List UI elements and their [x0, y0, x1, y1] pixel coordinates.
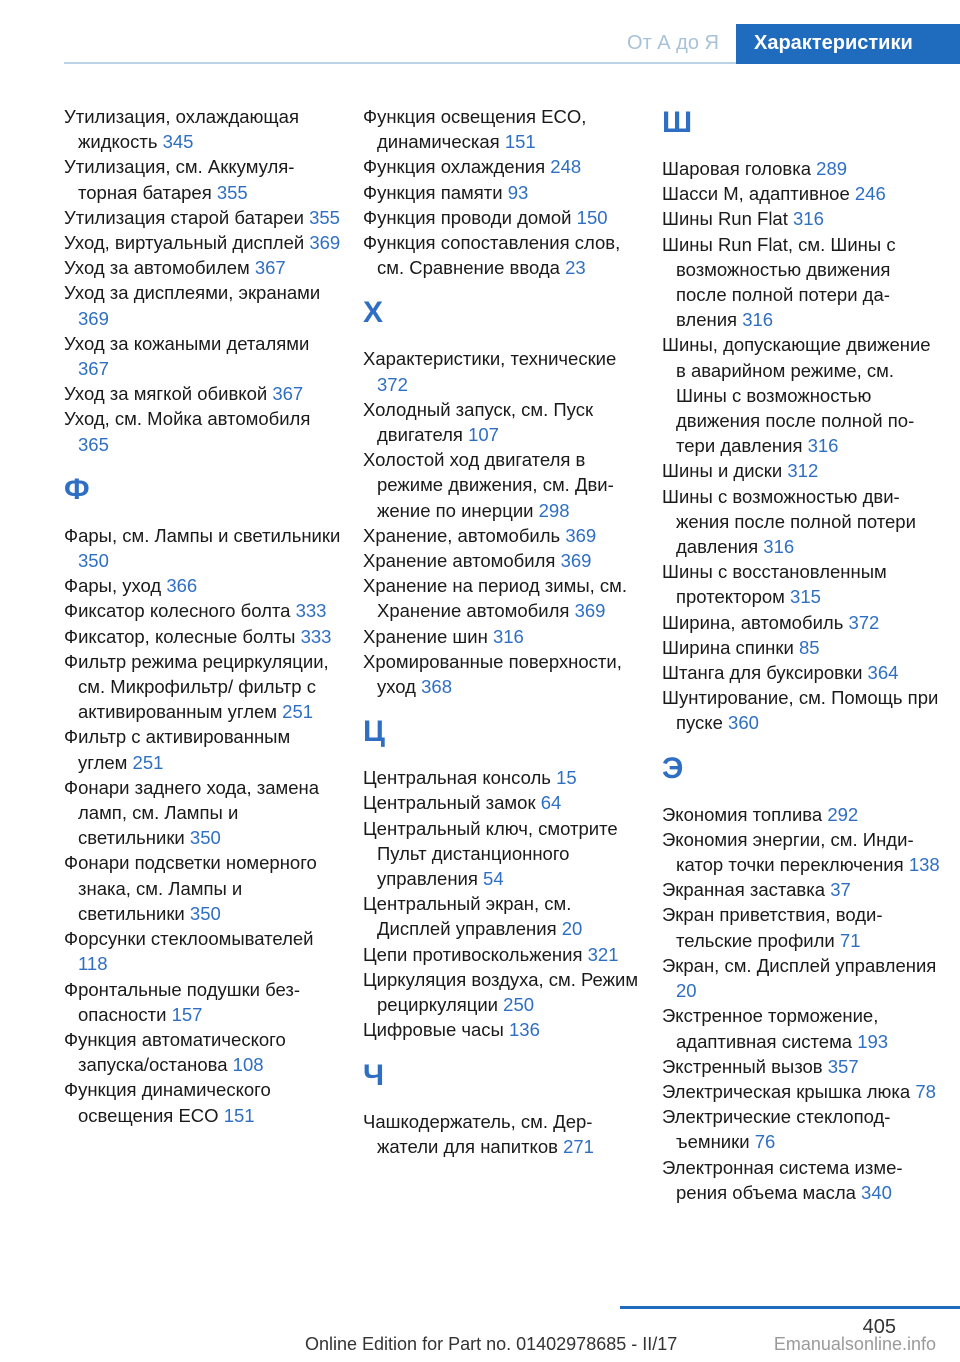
index-entry — [363, 765, 643, 790]
entry-term: Экран, см. Дисплей управления — [662, 954, 937, 976]
entry-term: Функция памяти — [363, 181, 503, 203]
index-entry — [662, 181, 942, 206]
page-reference-link[interactable]: 350 — [78, 550, 109, 572]
index-entry — [64, 1027, 344, 1077]
index-entry — [363, 1109, 643, 1159]
entry-term: Фильтр режима рециркуляции, см. Микрофильтр/ фильтр с активированным углем — [64, 650, 329, 723]
entry-term: Холостой ход двигателя в режиме движения, см. Движение по инерции — [363, 449, 614, 521]
index-entry — [662, 802, 942, 827]
page-reference-link[interactable]: 250 — [503, 994, 535, 1016]
page-reference-link[interactable]: 138 — [908, 854, 940, 876]
page-reference-link[interactable]: 369 — [309, 232, 341, 254]
page-reference-link[interactable]: 157 — [171, 1003, 203, 1025]
index-entry — [64, 331, 344, 381]
entry-term: Центральный экран, см. Дисплей управления — [363, 893, 572, 940]
page-reference-link[interactable]: 93 — [507, 181, 529, 203]
page-reference-link[interactable]: 151 — [223, 1104, 255, 1126]
index-letter-heading: Ф — [64, 472, 90, 506]
page-reference-link[interactable]: 369 — [560, 550, 592, 572]
entry-term: Хранение шин — [363, 625, 488, 647]
entry-term: Фиксатор, колесные болты — [64, 625, 296, 647]
index-entry — [64, 850, 344, 926]
page-reference-link[interactable]: 76 — [754, 1131, 776, 1153]
page-reference-link[interactable]: 289 — [816, 158, 848, 179]
entry-term: Уход за дисплеями, экранами — [64, 282, 321, 304]
entry-term: Уход за мягкой обивкой — [64, 383, 268, 405]
entry-term: Электронная система измерения объема масла — [662, 1156, 903, 1203]
entry-term: Фиксатор колесного болта — [64, 600, 291, 622]
entry-term: Форсунки стеклоомывателей — [64, 928, 314, 950]
page-reference-link[interactable]: 367 — [254, 257, 286, 279]
page-reference-link[interactable]: 20 — [676, 980, 697, 1002]
entry-term: Экран приветствия, водительские профили — [662, 904, 883, 951]
page-reference-link[interactable]: 71 — [839, 929, 861, 951]
index-letter-heading: Ч — [363, 1058, 385, 1092]
index-entry — [662, 827, 942, 877]
entry-term: Холодный запуск, см. Пуск двигателя — [363, 398, 594, 446]
page-reference-link[interactable]: 321 — [587, 943, 619, 965]
active-tab[interactable]: Характеристики — [736, 24, 960, 64]
entry-term: Хранение автомобиля — [363, 550, 556, 572]
page-reference-link[interactable]: 54 — [483, 868, 504, 890]
page-reference-link[interactable]: 108 — [232, 1054, 264, 1076]
entry-term: Ширина спинки — [662, 636, 794, 658]
entry-term: Хранение на период зимы, см. Хранение автомобиля — [363, 575, 628, 622]
page-reference-link[interactable]: 64 — [540, 792, 562, 814]
index-entry — [662, 156, 942, 181]
entry-term: Шины с возможностью движения после полной потери давления — [662, 485, 916, 558]
index-entry — [64, 724, 344, 774]
index-entry — [64, 230, 344, 255]
entry-term: Шины с восстановленным протектором — [662, 561, 887, 608]
index-entry — [363, 624, 643, 649]
entry-term: Чашкодержатель, см. Держатели для напитков — [363, 1110, 593, 1157]
index-entry — [662, 206, 942, 231]
watermark: Emanualsonline.info — [773, 1334, 936, 1354]
page-reference-link[interactable]: 251 — [132, 751, 164, 773]
entry-term: Циркуляция воздуха, см. Режим рециркуляции — [363, 968, 639, 1016]
page-reference-link[interactable]: 150 — [576, 206, 608, 228]
index-entry — [662, 484, 942, 560]
entry-term: Шаровая головка — [662, 158, 812, 179]
index-entry — [363, 790, 643, 815]
page-reference-link[interactable]: 345 — [162, 131, 194, 153]
page-reference-link[interactable]: 367 — [272, 383, 304, 405]
section-tab[interactable]: От А до Я — [627, 32, 719, 54]
entry-term: Уход, см. Мойка автомобиля — [64, 408, 311, 430]
page-reference-link[interactable]: 364 — [867, 662, 899, 684]
entry-term: Центральная консоль — [363, 767, 551, 789]
page-reference-link[interactable]: 193 — [857, 1030, 889, 1052]
page-reference-link[interactable]: 340 — [861, 1181, 892, 1203]
entry-term: Шины, допускающие движение в аварийном режиме, см. Шины с возможностью движения после полной потери давления — [662, 334, 931, 457]
entry-term: Функция охлаждения — [363, 156, 546, 178]
page-reference-link[interactable]: 372 — [377, 373, 408, 395]
page-reference-link[interactable]: 85 — [798, 636, 820, 658]
index-entry — [64, 280, 344, 330]
entry-term: Фронтальные подушки безопасности — [64, 978, 301, 1025]
entry-term: Цепи противоскольжения — [363, 943, 583, 965]
entry-term: Уход, виртуальный дисплей — [64, 232, 305, 254]
entry-term: Шины Run Flat, см. Шины с возможностью движения после полной потери давления — [662, 233, 896, 331]
page-reference-link[interactable]: 366 — [166, 575, 198, 597]
entry-term: Функция динамического освещения ECO — [64, 1079, 271, 1126]
entry-term: Экономия топлива — [662, 803, 823, 825]
index-entry — [363, 891, 643, 941]
index-entry — [662, 559, 942, 609]
entry-term: Фильтр с активированным углем — [64, 726, 291, 773]
page-reference-link[interactable]: 246 — [854, 183, 886, 205]
entry-term: Центральный замок — [363, 792, 536, 814]
index-entry — [662, 332, 942, 458]
entry-term: Центральный ключ, смотрите Пульт дистанционного управления — [363, 817, 618, 890]
page-reference-link[interactable]: 312 — [787, 460, 819, 482]
page-reference-link[interactable]: 316 — [492, 625, 524, 647]
page-reference-link[interactable]: 350 — [189, 902, 221, 924]
page-reference-link[interactable]: 365 — [78, 433, 109, 455]
index-entry — [363, 154, 643, 179]
entry-term: Электрическая крышка люка — [662, 1080, 911, 1102]
index-entry — [64, 406, 344, 456]
index-entry — [363, 1017, 643, 1042]
entry-term: Цифровые часы — [363, 1019, 504, 1041]
entry-term: Утилизация, см. Аккумуляторная батарея — [64, 156, 295, 203]
page-reference-link[interactable]: 367 — [78, 358, 109, 380]
index-entry — [363, 180, 643, 205]
page-reference-link[interactable]: 298 — [538, 499, 570, 521]
index-entry — [662, 877, 942, 902]
entry-term: Шины и диски — [662, 460, 783, 482]
page-reference-link[interactable]: 151 — [504, 131, 536, 153]
index-entry — [363, 548, 643, 573]
entry-term: Функция освещения ECO, динамическая — [363, 106, 587, 153]
index-entry — [662, 1155, 942, 1205]
page-reference-link[interactable]: 15 — [556, 767, 577, 789]
index-entry — [662, 660, 942, 685]
entry-term: Функция сопоставления слов, см. Сравнение ввода — [363, 232, 621, 279]
page-reference-link[interactable]: 333 — [300, 625, 332, 647]
page-reference-link[interactable]: 369 — [78, 307, 109, 329]
entry-term: Фонари заднего хода, замена ламп, см. Лампы и светильники — [64, 776, 320, 849]
index-entry — [662, 902, 942, 952]
index-letter-heading: Ц — [363, 715, 385, 749]
index-entry — [64, 523, 344, 573]
index-entry — [363, 397, 643, 447]
index-entry — [64, 977, 344, 1027]
index-letter-heading: Э — [662, 751, 684, 785]
index-entry — [363, 523, 643, 548]
page-reference-link[interactable]: 78 — [915, 1080, 936, 1102]
index-entry — [64, 573, 344, 598]
index-letter-heading: Х — [363, 296, 384, 330]
entry-term: Фары, уход — [64, 575, 162, 597]
entry-term: Шины Run Flat — [662, 208, 788, 230]
index-entry — [363, 205, 643, 230]
index-entry — [64, 1077, 344, 1127]
index-entry — [363, 346, 643, 396]
index-entry — [363, 104, 643, 154]
page-reference-link[interactable]: 350 — [189, 827, 221, 849]
index-entry — [64, 255, 344, 280]
page-reference-link[interactable]: 271 — [563, 1135, 594, 1157]
entry-term: Экстренный вызов — [662, 1055, 823, 1077]
entry-term: Шунтирование, см. Помощь при пуске — [662, 687, 939, 734]
index-entry — [662, 953, 942, 1003]
entry-term: Фонари подсветки номерного знака, см. Лампы и светильники — [64, 852, 317, 924]
index-entry — [363, 649, 643, 699]
page-reference-link[interactable]: 316 — [763, 536, 795, 558]
index-entry — [64, 624, 344, 649]
index-entry — [64, 926, 344, 976]
index-entry — [363, 816, 643, 892]
index-entry — [662, 610, 942, 635]
page-reference-link[interactable]: 23 — [565, 257, 586, 279]
index-column-3 — [662, 104, 942, 1205]
index-entry — [662, 458, 942, 483]
page-reference-link[interactable]: 292 — [827, 803, 859, 825]
footer-rule — [620, 1306, 960, 1309]
entry-term: Экстренное торможение, адаптивная система — [662, 1005, 879, 1052]
edition-note: Online Edition for Part no. 01402978685 - II/17 — [305, 1334, 678, 1354]
index-entry — [64, 205, 344, 230]
index-entry — [64, 104, 344, 154]
page-reference-link[interactable]: 316 — [742, 309, 774, 331]
entry-term: Экранная заставка — [662, 879, 826, 901]
index-entry — [64, 775, 344, 851]
index-entry — [363, 230, 643, 280]
entry-term: Хромированные поверхности, уход — [363, 650, 622, 698]
index-entry — [363, 447, 643, 523]
index-entry — [662, 685, 942, 735]
page-reference-link[interactable]: 368 — [421, 676, 452, 698]
entry-term: Фары, см. Лампы и светильники — [64, 524, 341, 546]
index-entry — [662, 1079, 942, 1104]
index-entry — [363, 967, 643, 1017]
entry-term: Экономия энергии, см. Индикатор точки переключения — [662, 828, 914, 876]
index-entry — [64, 649, 344, 725]
page-reference-link[interactable]: 372 — [848, 611, 880, 633]
index-entry — [64, 154, 344, 204]
page-reference-link[interactable]: 107 — [468, 424, 499, 446]
entry-term: Уход за кожаными деталями — [64, 332, 310, 354]
entry-term: Утилизация, охлаждающая жидкость — [64, 106, 299, 153]
page-reference-link[interactable]: 369 — [565, 524, 597, 546]
index-entry — [662, 232, 942, 333]
entry-term: Ширина, автомобиль — [662, 611, 844, 633]
page-reference-link[interactable]: 20 — [561, 918, 583, 940]
index-entry — [662, 1104, 942, 1154]
entry-term: Электрические стеклоподъемники — [662, 1106, 891, 1153]
entry-term: Утилизация старой батареи — [64, 206, 304, 228]
index-column-2 — [363, 104, 643, 1159]
index-entry — [662, 1003, 942, 1053]
page-reference-link[interactable]: 316 — [793, 208, 824, 230]
index-entry — [363, 573, 643, 623]
entry-term: Функция проводи домой — [363, 206, 572, 228]
index-letter-heading: Ш — [662, 106, 693, 139]
index-entry — [363, 942, 643, 967]
index-column-1 — [64, 104, 344, 1128]
page-reference-link[interactable]: 118 — [78, 953, 108, 975]
page-reference-link[interactable]: 355 — [309, 206, 340, 228]
page-reference-link[interactable]: 360 — [728, 712, 759, 734]
page-reference-link[interactable]: 37 — [830, 879, 851, 901]
page-reference-link[interactable]: 315 — [790, 586, 821, 608]
entry-term: Характеристики, технические — [363, 348, 617, 370]
index-entry — [662, 635, 942, 660]
entry-term: Штанга для буксировки — [662, 662, 863, 684]
page-reference-link[interactable]: 369 — [574, 600, 606, 622]
page-reference-link[interactable]: 357 — [827, 1055, 859, 1077]
page-reference-link[interactable]: 248 — [550, 156, 582, 178]
entry-term: Хранение, автомобиль — [363, 524, 561, 546]
index-entry — [64, 381, 344, 406]
entry-term: Уход за автомобилем — [64, 257, 250, 279]
index-entry — [64, 598, 344, 623]
page-reference-link[interactable]: 333 — [295, 600, 327, 622]
entry-term: Шасси M, адаптивное — [662, 183, 850, 205]
page-reference-link[interactable]: 355 — [216, 181, 248, 203]
page-number: 405 — [862, 1316, 896, 1338]
entry-term: Функция автоматического запуска/останова — [64, 1028, 286, 1076]
page-reference-link[interactable]: 316 — [807, 435, 839, 457]
page-reference-link[interactable]: 136 — [509, 1019, 540, 1041]
index-entry — [662, 1054, 942, 1079]
page-reference-link[interactable]: 251 — [282, 701, 314, 723]
